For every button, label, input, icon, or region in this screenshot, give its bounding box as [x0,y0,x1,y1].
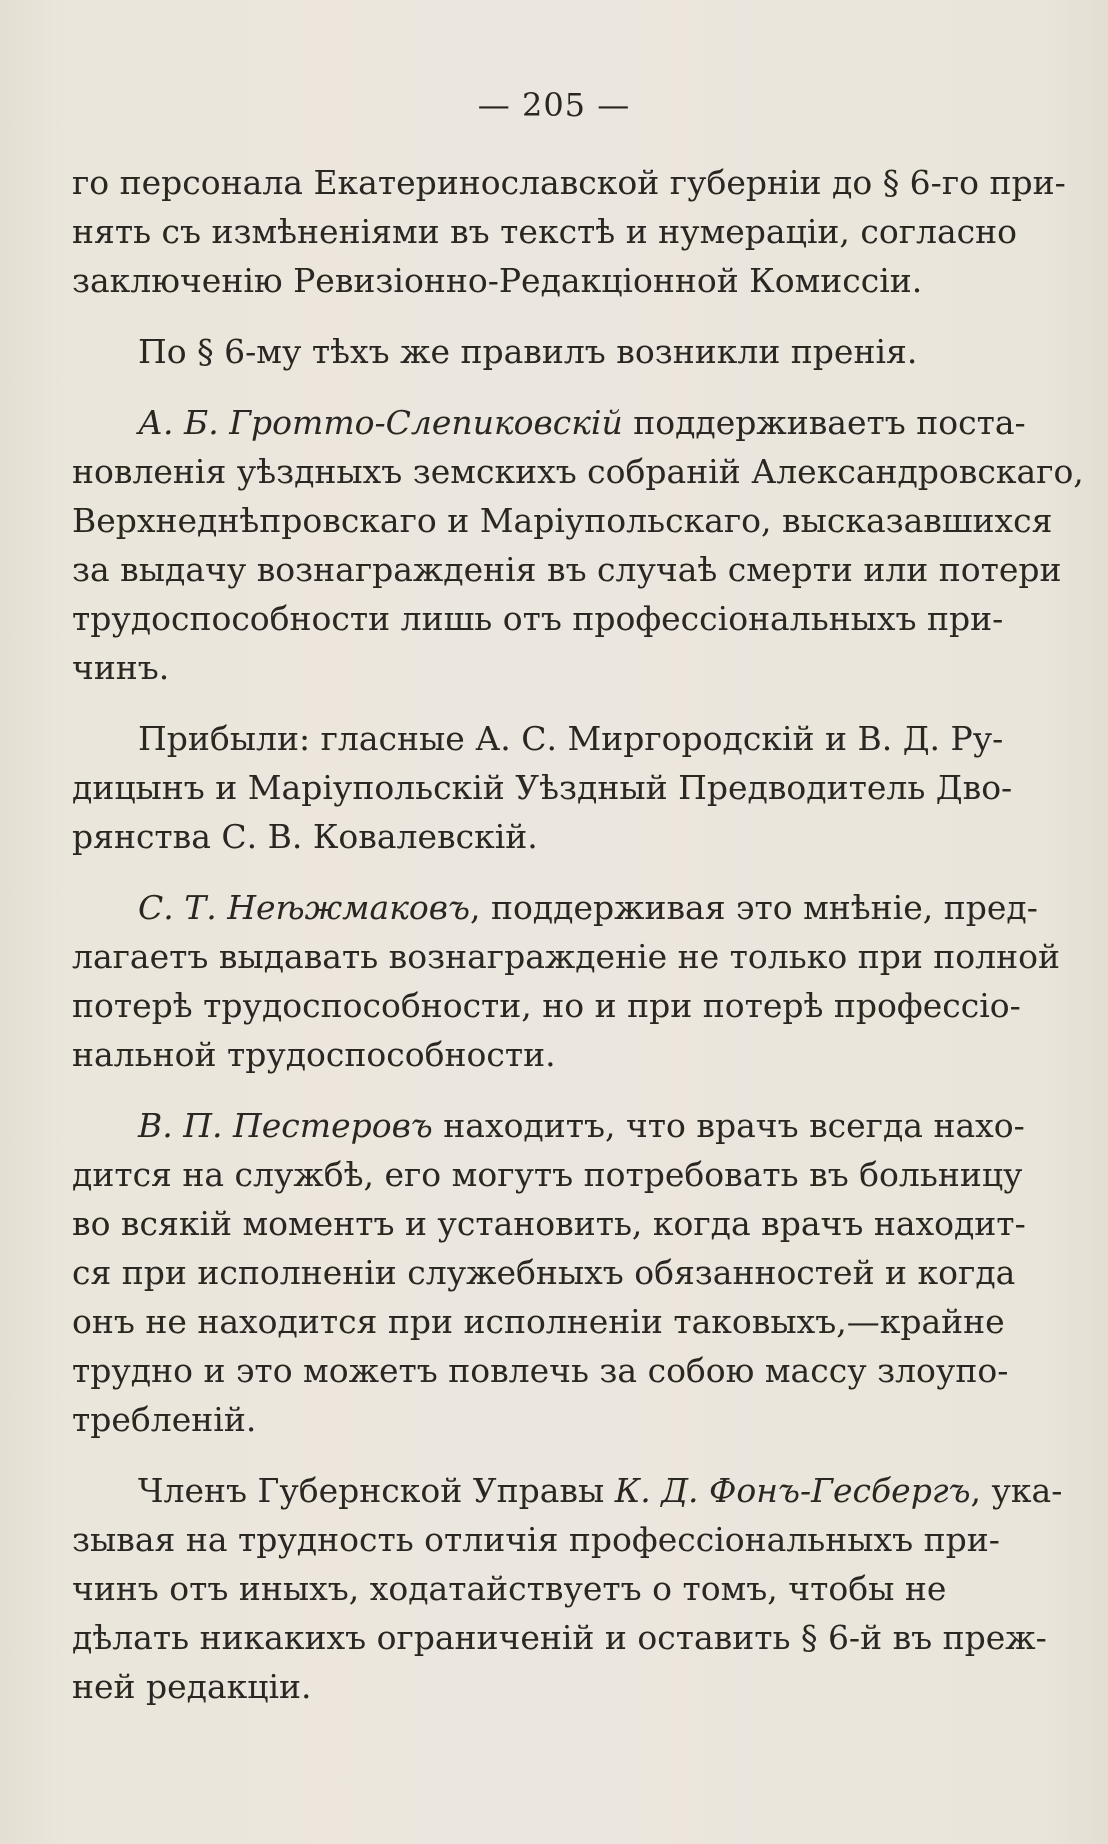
paragraph-3 [72,398,1084,692]
speaker-name: К. Д. Фонъ-Гесбергъ [614,1471,971,1510]
text-line: потерѣ трудоспособности, но и при потерѣ профессіо- [72,986,1021,1025]
paragraph-6 [72,1101,1052,1444]
text-line [72,398,1052,447]
text-fragment: , ука- [970,1471,1063,1510]
text-line: требленій. [72,1400,257,1439]
text-line: ней редакціи. [72,1667,312,1706]
text-line: заключенію Ревизіонно-Редакціонной Комиссіи. [72,261,923,300]
text-line: во всякій моментъ и установить, когда врачъ находит- [72,1204,1026,1243]
paragraph-1 [72,158,1066,305]
text-line: Прибыли: гласные А. С. Миргородскій и В. Д. Ру- [138,719,1004,758]
text-line: онъ не находится при исполненіи таковыхъ,—крайне [72,1302,1005,1341]
text-line: рянства С. В. Ковалевскій. [72,817,538,856]
body-text [72,158,1084,1711]
speaker-name: С. Т. Неѣжмаковъ [138,888,470,927]
text-line [72,1466,1063,1515]
text-line: нять съ измѣненіями въ текстѣ и нумераціи, согласно [72,212,1017,251]
text-line: чинъ отъ иныхъ, ходатайствуетъ о томъ, чтобы не [72,1569,947,1608]
text-line: зывая на трудность отличія профессіональныхъ при- [72,1520,1000,1559]
text-line: По § 6-му тѣхъ же правилъ возникли пренія. [138,332,918,371]
text-line: лагаетъ выдавать вознагражденіе не только при полной [72,937,1060,976]
text-fragment: поддерживаетъ поста- [622,403,1026,442]
text-line: дѣлать никакихъ ограниченій и оставить § 6-й въ преж- [72,1618,1047,1657]
paragraph-5 [72,883,1060,1079]
text-line: дится на службѣ, его могутъ потребовать въ больницу [72,1155,1023,1194]
text-line: нальной трудоспособности. [72,1035,556,1074]
text-line: трудно и это можетъ повлечь за собою массу злоупо- [72,1351,1009,1390]
speaker-name: В. П. Пестеровъ [138,1106,433,1145]
page-number: — 205 — [477,86,631,124]
text-line: чинъ. [72,648,170,687]
paragraph-7 [72,1466,1063,1711]
text-line: трудоспособности лишь отъ профессіональныхъ при- [72,599,1004,638]
speaker-name: А. Б. Гротто-Слепиковскій [138,403,623,442]
paragraph-2 [72,327,1052,376]
text-line: Верхнеднѣпровскаго и Маріупольскаго, высказавшихся [72,501,1053,540]
text-fragment: Членъ Губернской Управы [138,1471,615,1510]
text-line [72,1101,1052,1150]
paragraph-4 [72,714,1052,861]
text-fragment: находитъ, что врачъ всегда нахо- [432,1106,1025,1145]
text-line: новленія уѣздныхъ земскихъ собраній Александровскаго, [72,452,1084,491]
text-fragment: , поддерживая это мнѣніе, пред- [469,888,1038,927]
text-line [72,883,1052,932]
text-line: за выдачу вознагражденія въ случаѣ смерти или потери [72,550,1062,589]
text-line: ся при исполненіи служебныхъ обязанностей и когда [72,1253,1016,1292]
text-line: дицынъ и Маріупольскій Уѣздный Предводитель Дво- [72,768,1013,807]
text-line: го персонала Екатеринославской губерніи до § 6-го при- [72,163,1066,202]
